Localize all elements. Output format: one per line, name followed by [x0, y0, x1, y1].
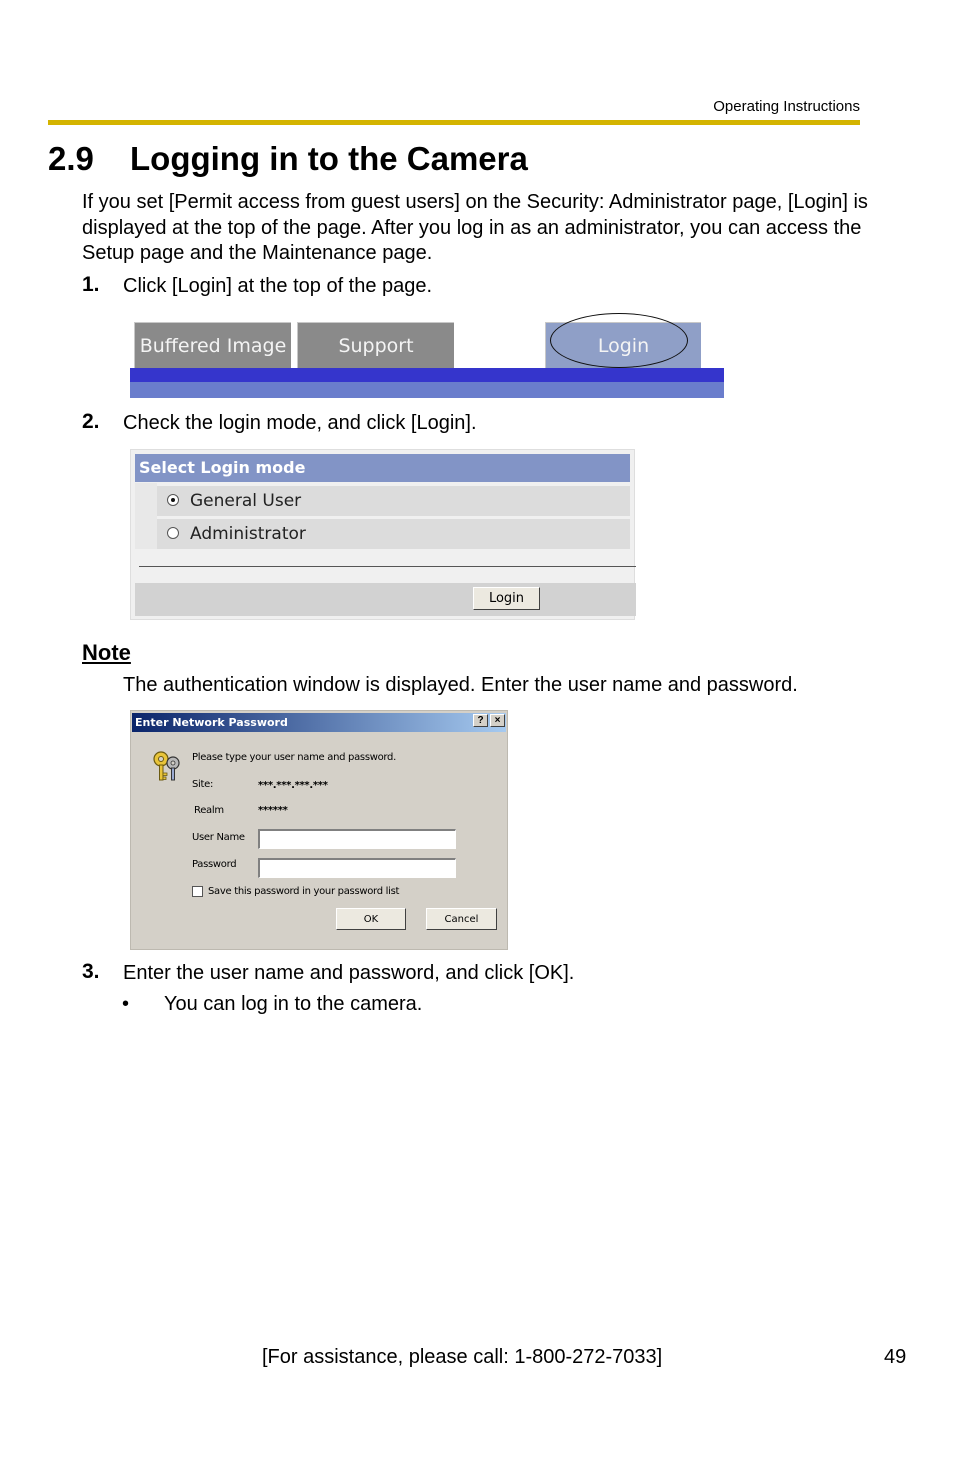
login-mode-pad — [135, 483, 157, 549]
header-rule — [48, 120, 860, 125]
running-header: Operating Instructions — [713, 98, 860, 115]
password-dialog-screenshot — [130, 710, 508, 950]
intro-paragraph: If you set [Permit access from guest users] on the Security: Administrator page, [Login] is displayed at the top of the page. After you log in as an administrator, you can access the Setup page and the Maintenance page. — [82, 191, 868, 264]
page-number: 49 — [884, 1346, 907, 1368]
realm-label: Realm — [194, 805, 224, 816]
option-administrator-label: Administrator — [190, 524, 306, 544]
tab-bar-strip — [130, 368, 724, 382]
login-highlight-ellipse — [550, 313, 688, 368]
step-3-number: 3. — [82, 960, 100, 983]
step-1-number: 1. — [82, 273, 100, 296]
password-label: Password — [192, 859, 237, 870]
password-input[interactable] — [258, 858, 456, 878]
username-input[interactable] — [258, 829, 456, 849]
login-mode-footer — [135, 583, 636, 616]
bullet-marker: • — [122, 993, 130, 1015]
ok-button[interactable]: OK — [336, 908, 406, 930]
username-label: User Name — [192, 832, 245, 843]
tab-bar-strip-lower — [130, 382, 724, 398]
tab-buffered-image[interactable]: Buffered Image — [134, 322, 291, 369]
login-mode-screenshot — [130, 449, 635, 620]
save-password-checkbox[interactable] — [192, 886, 203, 897]
close-icon[interactable]: × — [490, 714, 505, 727]
cancel-button[interactable]: Cancel — [426, 908, 497, 930]
section-title — [48, 140, 528, 178]
login-button[interactable]: Login — [473, 587, 540, 610]
step-1-text: Click [Login] at the top of the page. — [123, 275, 433, 297]
tab-bar-screenshot — [130, 320, 724, 398]
dialog-prompt: Please type your user name and password. — [192, 752, 396, 763]
tab-login[interactable]: Login — [545, 322, 701, 369]
realm-value: ****** — [258, 805, 288, 816]
help-icon[interactable]: ? — [473, 714, 488, 727]
option-administrator[interactable] — [157, 519, 630, 549]
step-2-number: 2. — [82, 410, 100, 433]
login-mode-divider — [139, 566, 636, 567]
option-general-user-label: General User — [190, 491, 302, 511]
login-mode-title: Select Login mode — [135, 454, 630, 482]
step-2-text: Check the login mode, and click [Login]. — [123, 412, 477, 434]
save-password-label: Save this password in your password list — [208, 886, 400, 897]
site-label: Site: — [192, 779, 214, 790]
radio-general-user[interactable] — [167, 494, 179, 506]
bullet-text: You can log in to the camera. — [164, 993, 423, 1015]
footer-assistance: [For assistance, please call: 1-800-272-7033] — [262, 1346, 663, 1368]
note-text: The authentication window is displayed. Enter the user name and password. — [123, 674, 798, 696]
radio-administrator[interactable] — [167, 527, 179, 539]
option-general-user[interactable] — [157, 486, 630, 516]
keys-icon — [151, 749, 185, 783]
section-title-text: Logging in to the Camera — [130, 140, 528, 177]
step-3-text: Enter the user name and password, and click [OK]. — [123, 962, 575, 984]
section-number: 2.9 — [48, 140, 94, 177]
site-value: ***.***.***.*** — [258, 780, 328, 791]
tab-support[interactable]: Support — [297, 322, 454, 369]
note-heading: Note — [82, 640, 131, 665]
dialog-title: Enter Network Password — [132, 713, 506, 732]
